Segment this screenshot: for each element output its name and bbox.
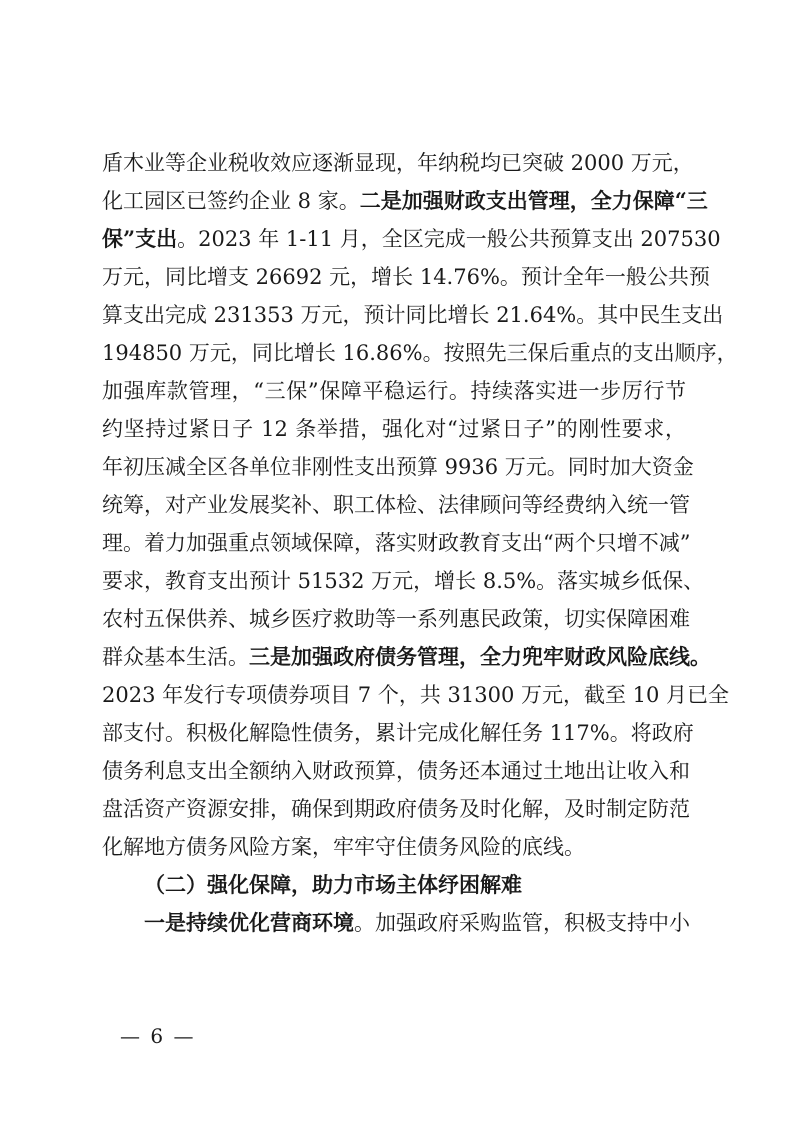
body-line: 加强库款管理，“三保”保障平稳运行。持续落实进一步厉行节 (102, 379, 686, 403)
body-line: 群众基本生活。三是加强政府债务管理，全力兜牢财政风险底线。 (102, 644, 711, 669)
body-line: 理。着力加强重点领域保障，落实财政教育支出“两个只增不减” (102, 531, 691, 555)
body-line: 算支出完成 231353 万元，预计同比增长 21.64%。其中民生支出 (102, 303, 724, 327)
body-line: 化工园区已签约企业 8 家。二是加强财政支出管理，全力保障“三 (102, 188, 708, 213)
body-line: 统筹，对产业发展奖补、职工体检、法律顾问等经费纳入统一管 (102, 493, 690, 517)
body-line: 约坚持过紧日子 12 条举措，强化对“过紧日子”的刚性要求， (102, 417, 686, 441)
body-line: 年初压减全区各单位非刚性支出预算 9936 万元。同时加大资金 (102, 455, 694, 479)
body-line: 要求，教育支出预计 51532 万元，增长 8.5%。落实城乡低保、 (102, 569, 705, 593)
body-line: 农村五保供养、城乡医疗救助等一系列惠民政策，切实保障困难 (102, 607, 690, 631)
body-line: 盘活资产资源安排，确保到期政府债务及时化解，及时制定防范 (102, 797, 690, 821)
body-line: 2023 年发行专项债券项目 7 个，共 31300 万元，截至 10 月已全 (102, 683, 730, 707)
body-line: 化解地方债务风险方案，牢牢守住债务风险的底线。 (102, 835, 585, 859)
body-line: 194850 万元，同比增长 16.86%。按照先三保后重点的支出顺序， (102, 341, 738, 365)
body-line: 部支付。积极化解隐性债务，累计完成化解任务 117%。将政府 (102, 721, 694, 745)
section-heading: （二）强化保障，助力市场主体纾困解难 (144, 872, 522, 897)
body-line: 一是持续优化营商环境。加强政府采购监管，积极支持中小 (144, 910, 690, 935)
body-line: 债务利息支出全额纳入财政预算，债务还本通过土地出让收入和 (102, 759, 690, 783)
page-number: — 6 — (120, 1024, 196, 1048)
body-line: 万元，同比增支 26692 元，增长 14.76%。预计全年一般公共预 (102, 265, 710, 289)
body-line: 盾木业等企业税收效应逐渐显现，年纳税均已突破 2000 万元， (102, 151, 694, 175)
body-line: 保”支出。2023 年 1-11 月，全区完成一般公共预算支出 207530 (102, 226, 721, 251)
document-body (102, 144, 738, 942)
